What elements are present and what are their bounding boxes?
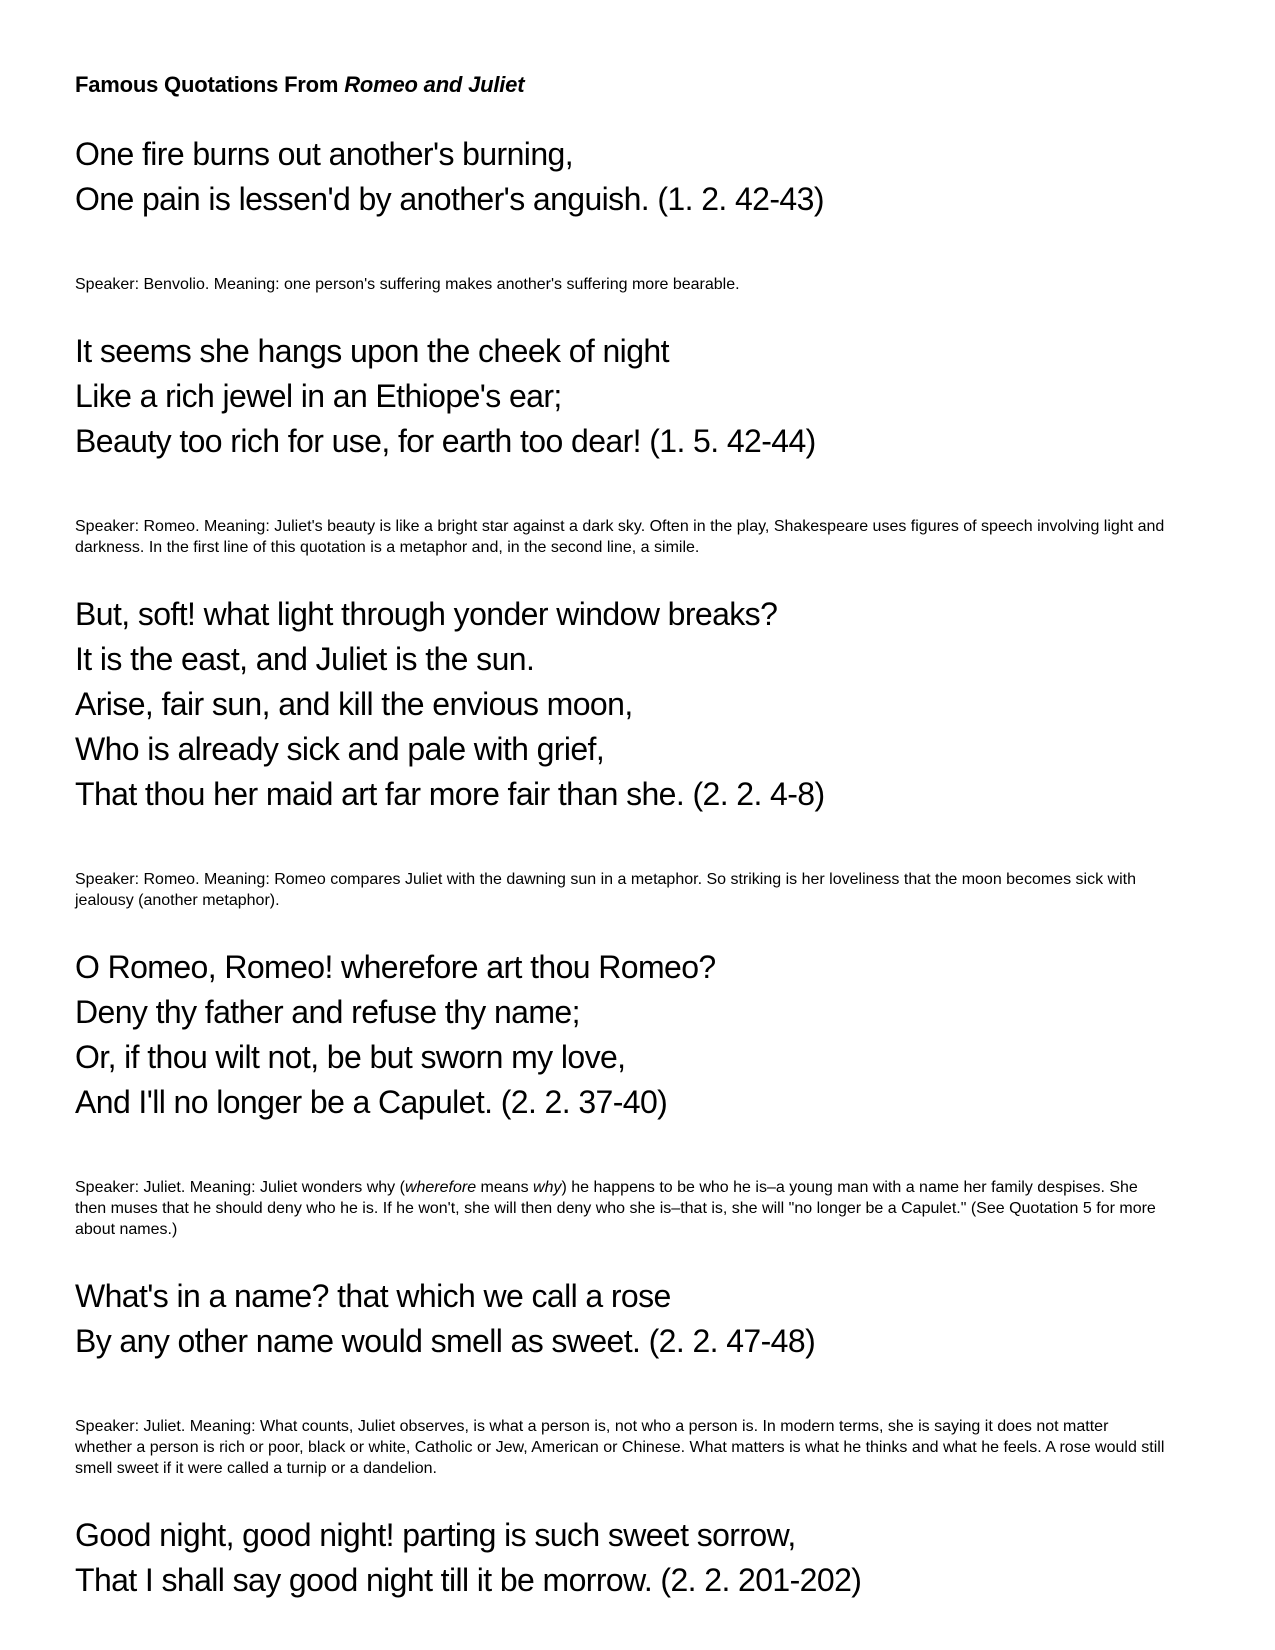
quote-line: One pain is lessen'd by another's anguish. (1. 2. 42-43) (75, 181, 824, 217)
quote-line: Or, if thou wilt not, be but sworn my love, (75, 1039, 626, 1075)
quote-line: Good night, good night! parting is such sweet sorrow, (75, 1517, 796, 1553)
speaker-note (75, 869, 1165, 911)
note-segment: why (533, 1179, 562, 1196)
note-segment: Speaker: Romeo. Meaning: Juliet's beauty is like a bright star against a dark sky. Often in the play, Shakespeare uses figures of speech involving light and darkness. In the first line of this quotation is a metaphor and, in the second line, a simile. (75, 518, 1165, 556)
quote-line: Like a rich jewel in an Ethiope's ear; (75, 378, 562, 414)
note-segment: means (476, 1179, 534, 1196)
quote-line: Arise, fair sun, and kill the envious moon, (75, 686, 633, 722)
quote-section (75, 1274, 1170, 1479)
quote-line: And I'll no longer be a Capulet. (2. 2. 37-40) (75, 1084, 668, 1120)
quote-text (75, 1513, 1170, 1603)
quote-line: It seems she hangs upon the cheek of night (75, 333, 669, 369)
quote-text (75, 592, 1170, 817)
quote-line: What's in a name? that which we call a rose (75, 1278, 671, 1314)
note-segment: Speaker: Juliet. Meaning: What counts, Juliet observes, is what a person is, not who a person is. In modern terms, she is saying it does not matter whether a person is rich or poor, black or white, Catholic or Jew, American or Chinese. What matters is what he thinks and what he feels. A rose would still smell sweet if it were called a turnip or a dandelion. (75, 1418, 1165, 1477)
quote-line: But, soft! what light through yonder window breaks? (75, 596, 778, 632)
page-title-prefix: Famous Quotations From (75, 72, 345, 97)
quote-section (75, 329, 1170, 558)
quote-section (75, 1513, 1170, 1603)
quote-line: It is the east, and Juliet is the sun. (75, 641, 535, 677)
quotes-container (75, 132, 1170, 1603)
quote-section (75, 132, 1170, 295)
quote-line: Deny thy father and refuse thy name; (75, 994, 580, 1030)
speaker-note (75, 274, 1165, 295)
quote-section (75, 945, 1170, 1240)
quote-line: O Romeo, Romeo! wherefore art thou Romeo? (75, 949, 716, 985)
quote-text (75, 1274, 1170, 1364)
speaker-note (75, 1416, 1165, 1479)
page-title (75, 72, 1170, 98)
note-segment: ) he happens to be who he is–a young man with a name her family despises. She then muses that he should deny who he is. If he won't, she will then deny who she is–that is, she will "no longer be a Capulet." (See Quotation 5 for more about names.) (75, 1179, 1156, 1238)
quote-text (75, 945, 1170, 1125)
note-segment: wherefore (404, 1179, 477, 1196)
quote-line: By any other name would smell as sweet. (2. 2. 47-48) (75, 1323, 816, 1359)
quote-line: One fire burns out another's burning, (75, 136, 574, 172)
quote-line: Beauty too rich for use, for earth too dear! (1. 5. 42-44) (75, 423, 816, 459)
note-segment: Speaker: Benvolio. Meaning: one person's suffering makes another's suffering more bearable. (75, 276, 740, 293)
page-title-work-italic: Romeo and Juliet (344, 72, 525, 97)
note-segment: Speaker: Juliet. Meaning: Juliet wonders why ( (75, 1179, 405, 1196)
quote-text (75, 329, 1170, 464)
note-segment: Speaker: Romeo. Meaning: Romeo compares Juliet with the dawning sun in a metaphor. So striking is her loveliness that the moon becomes sick with jealousy (another metaphor). (75, 871, 1136, 909)
quote-line: That I shall say good night till it be morrow. (2. 2. 201-202) (75, 1562, 862, 1598)
speaker-note (75, 516, 1165, 558)
quote-text (75, 132, 1170, 222)
quote-line: Who is already sick and pale with grief, (75, 731, 605, 767)
quote-line: That thou her maid art far more fair than she. (2. 2. 4-8) (75, 776, 825, 812)
speaker-note (75, 1177, 1165, 1240)
quote-section (75, 592, 1170, 911)
